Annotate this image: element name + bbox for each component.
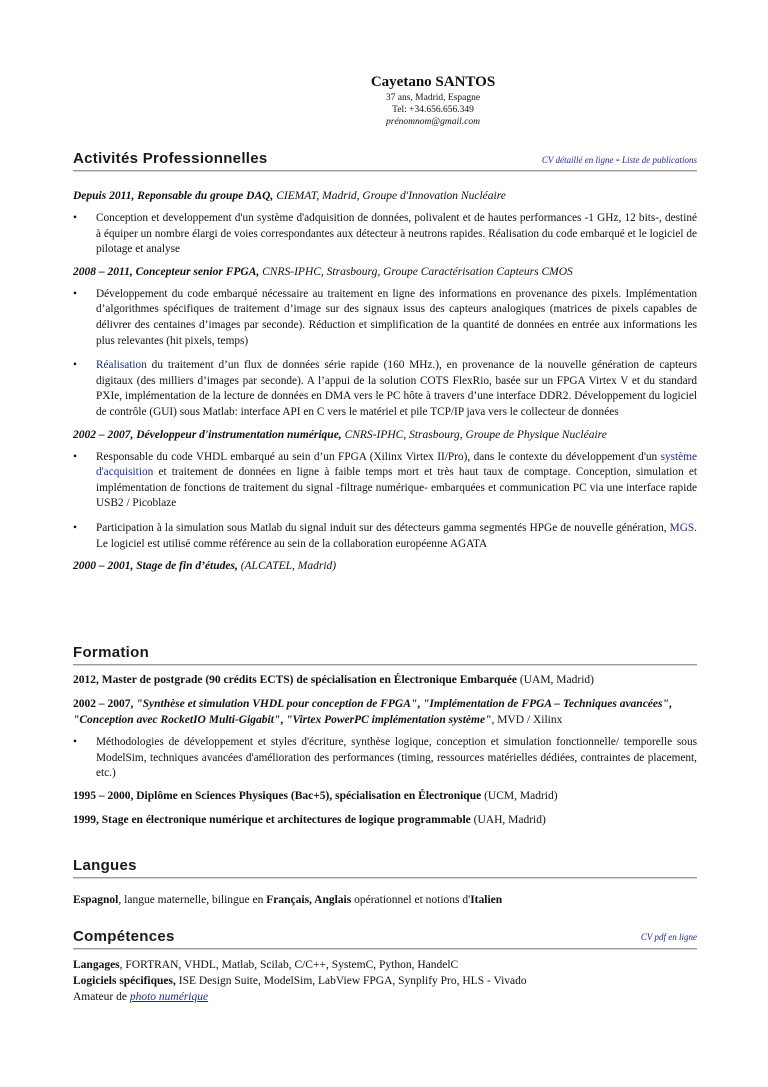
section-title-activites: Activités Professionnelles [73, 150, 268, 167]
bullet-item: • Développement du code embarqué nécessaire au traitement en ligne des informations en provenance des pixels. Implémentation d’algorithmes spécifiques de traitement d’image sur des signaux issus des capteurs analogiques (matrices de pixels capables de délivrer des centaines d’images par seconde). Réduction et simplification de la quantité de données en entrée aux informations les plus relevantes (hit pixels, temps) [73, 287, 697, 347]
link-separator: - [615, 152, 620, 166]
section-rule [73, 664, 697, 665]
competence-item: Logiciels spécifiques, ISE Design Suite, ModelSim, LabView FPGA, Synplify Pro, HLS - Vivado [73, 975, 527, 987]
job-title: 2008 – 2011, Concepteur senior FPGA, CNRS-IPHC, Strasbourg, Groupe Caractérisation Capteurs CMOS [73, 265, 573, 278]
bullet-glyph: • [73, 736, 77, 748]
bullet-item: • Responsable du code VHDL embarqué au sein d’un FPGA (Xilinx Virtex II/Pro), dans le contexte du développement d'un système d'acquisition et traitement de données en ligne à faible temps mort et très haut taux de comptage. Conception, simulation et implémentation de fonctions de traitement du signal -filtrage numérique- embarquées et communication PC via une interface rapide USB2 / Picoblaze [73, 450, 697, 510]
section-title-langues: Langues [73, 857, 137, 874]
langues-text: Espagnol, langue maternelle, bilingue en Français, Anglais opérationnel et notions d'Italien [73, 894, 503, 906]
formation-item: 1995 – 2000, Diplôme en Sciences Physiques (Bac+5), spécialisation en Électronique (UCM, Madrid) [73, 789, 558, 802]
link-photo-numerique[interactable]: photo numérique [129, 991, 209, 1003]
email: prénomnom@gmail.com [386, 117, 480, 127]
section-competences [73, 928, 697, 1005]
phone: Tel: +34.656.656.349 [392, 105, 474, 115]
link-mgs[interactable]: MGS [669, 521, 695, 534]
bullet-glyph: • [73, 359, 77, 372]
bullet-glyph: • [73, 212, 77, 224]
section-title-competences: Compétences [73, 928, 175, 945]
formation-item: 1999, Stage en électronique numérique et architectures de logique programmable (UAH, Madrid) [73, 813, 546, 826]
section-langues [73, 857, 697, 908]
bullet-glyph: • [73, 521, 77, 534]
bullet-item: • Conception et developpement d'un système d'adquisition de données, polivalent et de hautes performances -1 GHz, 12 bits-, destiné à équiper un nombre élargi de voies correspondantes aux détecteur à neutrons rapides. Réalisation du code embarqué et le logiciel de pilotage et analyse [73, 212, 697, 256]
link-publications[interactable]: Liste de publications [622, 155, 697, 165]
bullet-glyph: • [73, 450, 77, 463]
formation-item: 2002 – 2007, "Synthèse et simulation VHDL pour conception de FPGA", "Implémentation de FPGA – Techniques avancées", "Conception avec RocketIO Multi-Gigabit", "Virtex PowerPC implémentation système", MVD / Xilinx [73, 698, 672, 726]
job-title: Depuis 2011, Reponsable du groupe DAQ, CIEMAT, Madrid, Groupe d'Innovation Nucléaire [73, 190, 506, 202]
section-formation [73, 644, 697, 828]
link-systeme-acquisition[interactable]: système d'acquisition [96, 450, 697, 479]
section-rule [73, 948, 697, 949]
bullet-item: • Participation à la simulation sous Matlab du signal induit sur des détecteurs gamma segmentés HPGe de nouvelle génération, MGS. Le logiciel est utilisé comme référence au sein de la collaboration européenne AGATA [73, 521, 697, 550]
section-title-formation: Formation [73, 644, 150, 661]
link-cv-pdf[interactable]: CV pdf en ligne [640, 932, 697, 942]
age-location: 37 ans, Madrid, Espagne [385, 93, 481, 103]
competence-item: Amateur de photo numérique [73, 991, 209, 1003]
header-links [542, 152, 697, 167]
section-rule [73, 877, 697, 878]
formation-item: 2012, Master de postgrade (90 crédits ECTS) de spécialisation en Électronique Embarquée (UAM, Madrid) [73, 674, 594, 686]
competence-item: Langages, FORTRAN, VHDL, Matlab, Scilab, C/C++, SystemC, Python, HandelC [73, 959, 459, 971]
job-title: 2002 – 2007, Développeur d'instrumentation numérique, CNRS-IPHC, Strasbourg, Groupe de Physique Nucléaire [73, 428, 607, 441]
section-activites [73, 150, 697, 574]
candidate-name: Cayetano SANTOS [370, 74, 496, 90]
bullet-item: • Méthodologies de développement et styles d'écriture, synthèse logique, conception et simulation fonctionnelle/ temporelle sous ModelSim, techniques avancées d'amélioration des performances (timing, ressources matérielles dédiées, contraintes de placement, etc.) [73, 736, 697, 780]
job-title: 2000 – 2001, Stage de fin d’études, (ALCATEL, Madrid) [73, 560, 337, 573]
bullet-item: • Réalisation du traitement d’un flux de données série rapide (160 MHz.), en provenance de la nouvelle génération de capteurs digitaux (des milliers d’images par seconde). A l’appui de la solution COTS FlexRio, basée sur un FPGA Virtex V et du standard PXIe, implémentation de la lecture de données en DMA vers le PC hôte à travers d’une interface DDR2. Développement du logiciel de contrôle (GUI) sous Matlab: interface API en C vers le matériel et pile TCP/IP java vers le collecteur de données [73, 359, 697, 418]
link-cv-detaille[interactable]: CV détaillé en ligne [541, 155, 614, 165]
link-realisation[interactable]: Réalisation [96, 359, 147, 372]
resume-header [73, 72, 697, 128]
section-rule [73, 170, 697, 171]
bullet-glyph: • [73, 287, 77, 300]
